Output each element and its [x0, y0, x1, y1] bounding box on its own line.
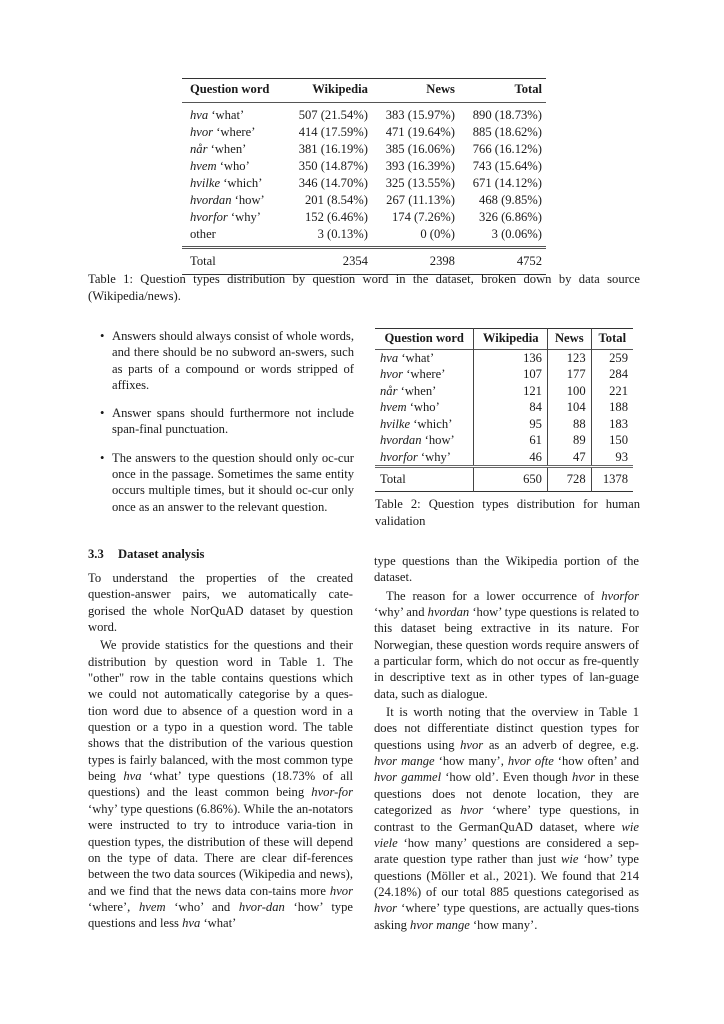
table-row [375, 383, 633, 400]
table-row [375, 349, 633, 366]
bullet-icon: • [100, 329, 105, 343]
news-cell: 89 [547, 432, 591, 449]
table-row [182, 141, 546, 158]
news-cell: 123 [547, 349, 591, 366]
header-question-word: Question word [190, 82, 270, 96]
table-row [375, 399, 633, 416]
table-1-caption: Table 1: Question types distribution by question word in the dataset, broken down by data source (Wikipedia/news). [88, 272, 640, 303]
news-cell: 88 [547, 416, 591, 433]
question-word-cell: hvem ‘who’ [380, 400, 440, 414]
news-cell: 0 (0%) [420, 227, 455, 241]
table-row [375, 366, 633, 383]
total-cell: 188 [591, 399, 633, 416]
table-row [375, 449, 633, 467]
paragraph: type questions than the Wikipedia portion of the dataset. [374, 554, 639, 585]
total-cell: 885 (18.62%) [472, 125, 542, 139]
header-wikipedia: Wikipedia [474, 329, 547, 350]
news-cell: 471 (19.64%) [385, 125, 455, 139]
table-1-header-row [182, 79, 546, 103]
news-cell: 104 [547, 399, 591, 416]
news-cell: 177 [547, 366, 591, 383]
list-item: • Answers should always consist of whole words, and there should be no subword an-swers, such as parts of a compound or words stripped of affixes. [100, 329, 354, 392]
total-cell: 221 [591, 383, 633, 400]
question-word-cell: hvorfor ‘why’ [380, 449, 452, 464]
table-row [182, 209, 546, 226]
total-total: 4752 [516, 254, 542, 268]
right-column-text [374, 553, 639, 933]
header-news: News [547, 329, 591, 350]
section-number: 3.3 [88, 547, 104, 561]
paragraph: The reason for a lower occurrence of hvorfor ‘why’ and hvordan ‘how’ type questions is related to this dataset being extractive in its nature. For Norwegian, these question words require answers of a particular form, which do not occur as fre-quently in descriptive text as in other types of lan-guage data, such as dialogue. [374, 588, 639, 701]
question-word-cell: hvorfor ‘why’ [190, 210, 262, 224]
question-word-cell: hvilke ‘which’ [190, 176, 263, 190]
wikipedia-cell: 507 (21.54%) [298, 108, 368, 122]
question-word-cell: når ‘when’ [190, 142, 247, 156]
question-word-cell: other [190, 227, 216, 241]
left-column-text [88, 570, 353, 932]
question-word-cell: hvor ‘where’ [380, 367, 446, 381]
wikipedia-cell: 3 (0.13%) [317, 227, 368, 241]
table-2-total-row [375, 467, 633, 492]
table-1-body [182, 103, 546, 248]
table-2-caption: Table 2: Question types distribution for human validation [375, 497, 640, 528]
news-cell: 393 (16.39%) [385, 159, 455, 173]
paragraph: To understand the properties of the created question-answer pairs, we automatically cate-gorised the whole NorQuAD dataset by question word. [88, 571, 353, 635]
news-cell: 47 [547, 449, 591, 467]
wikipedia-cell: 414 (17.59%) [298, 125, 368, 139]
section-heading [88, 547, 204, 562]
list-item: • The answers to the question should only oc-cur once in the passage. Sometimes the same entity occurs multiple times, but it should oc-cur only once as an answer to the relevant question. [100, 450, 354, 514]
total-cell: 671 (14.12%) [472, 176, 542, 190]
total-news: 2398 [429, 254, 455, 268]
total-news: 728 [547, 467, 591, 492]
news-cell: 325 (13.55%) [385, 176, 455, 190]
section-title: Dataset analysis [118, 547, 205, 561]
wikipedia-cell: 46 [474, 449, 547, 467]
question-word-cell: hvem ‘who’ [190, 159, 250, 173]
table-2 [375, 328, 633, 492]
wikipedia-cell: 107 [474, 366, 547, 383]
header-wikipedia: Wikipedia [312, 82, 368, 96]
question-word-cell: hva ‘what’ [190, 108, 245, 122]
paragraph: We provide statistics for the questions and their distribution by question word in Table 1. The "other" row in the table contains questions which we could not automatically categorise by a ques-tion word due to absence of a question word in a question or a typo in a question word. The table shows that the distribution of the various question types is fairly balanced, with the most common type being hva ‘what’ type questions (18.73% of all questions) and the least common being hvor-for ‘why’ type questions (6.86%). While the an-notators were instructed to try to introduce varia-tion in question types, the distribution of these will depend on the type of data. There are clear dif-ferences between the two data sources (Wikipedia and news), and we find that the news data con-tains more hvor ‘where’, hvem ‘who’ and hvor-dan ‘how’ type questions and less hva ‘what’ [88, 638, 353, 931]
wikipedia-cell: 201 (8.54%) [304, 193, 368, 207]
table-row [182, 124, 546, 141]
header-total: Total [514, 82, 542, 96]
table-row [375, 416, 633, 433]
wikipedia-cell: 136 [474, 349, 547, 366]
header-total: Total [591, 329, 633, 350]
total-cell: 326 (6.86%) [479, 210, 542, 224]
total-cell: 183 [591, 416, 633, 433]
header-question-word: Question word [384, 331, 464, 345]
total-cell: 93 [591, 449, 633, 467]
total-wikipedia: 650 [474, 467, 547, 492]
table-2-body [375, 349, 633, 467]
question-word-cell: hvor ‘where’ [190, 125, 256, 139]
question-word-cell: hvordan ‘how’ [380, 433, 455, 447]
table-row [375, 432, 633, 449]
wikipedia-cell: 350 (14.87%) [298, 159, 368, 173]
news-cell: 174 (7.26%) [391, 210, 455, 224]
total-cell: 259 [591, 349, 633, 366]
annotation-guidelines-list [96, 328, 354, 527]
table-1 [182, 78, 546, 275]
wikipedia-cell: 346 (14.70%) [298, 176, 368, 190]
wikipedia-cell: 95 [474, 416, 547, 433]
total-cell: 150 [591, 432, 633, 449]
table-row [182, 175, 546, 192]
news-cell: 267 (11.13%) [386, 193, 455, 207]
news-cell: 383 (15.97%) [385, 108, 455, 122]
table-row [182, 192, 546, 209]
question-word-cell: hva ‘what’ [380, 350, 435, 365]
total-label: Total [190, 254, 216, 268]
paragraph: It is worth noting that the overview in Table 1 does not differentiate distinct question types for questions using hvor as an adverb of degree, e.g. hvor mange ‘how many’, hvor ofte ‘how often’ and hvor gammel ‘how old’. Even though hvor in these questions does not denote location, they are categorized as hvor ‘where’ type questions, in contrast to the GermanQuAD dataset, where wie viele ‘how many’ questions are considered a sep-arate question type rather than just wie ‘how’ type questions (Möller et al., 2021). We found that 214 (24.18%) of our total 885 questions categorised as hvor ‘where’ type questions, are actually ques-tions asking hvor mange ‘how many’. [374, 705, 640, 932]
wikipedia-cell: 61 [474, 432, 547, 449]
total-cell: 743 (15.64%) [472, 159, 542, 173]
news-cell: 385 (16.06%) [385, 142, 455, 156]
table-row [182, 226, 546, 248]
bullet-icon: • [100, 450, 105, 465]
total-cell: 766 (16.12%) [472, 142, 542, 156]
table-row [182, 103, 546, 125]
question-word-cell: når ‘when’ [380, 383, 437, 398]
header-news: News [426, 82, 455, 96]
total-cell: 284 [591, 366, 633, 383]
list-item: • Answer spans should furthermore not include span-final punctuation. [100, 406, 354, 437]
bullet-icon: • [100, 406, 105, 421]
total-wikipedia: 2354 [342, 254, 368, 268]
total-cell: 3 (0.06%) [491, 227, 542, 241]
table-row [182, 158, 546, 175]
question-word-cell: hvordan ‘how’ [190, 193, 265, 207]
total-cell: 890 (18.73%) [472, 108, 542, 122]
news-cell: 100 [547, 383, 591, 400]
wikipedia-cell: 152 (6.46%) [304, 210, 368, 224]
total-label: Total [380, 472, 406, 486]
wikipedia-cell: 121 [474, 383, 547, 400]
total-total: 1378 [591, 467, 633, 492]
table-2-header-row [375, 329, 633, 350]
total-cell: 468 (9.85%) [479, 193, 542, 207]
question-word-cell: hvilke ‘which’ [380, 416, 453, 431]
wikipedia-cell: 84 [474, 399, 547, 416]
wikipedia-cell: 381 (16.19%) [298, 142, 368, 156]
